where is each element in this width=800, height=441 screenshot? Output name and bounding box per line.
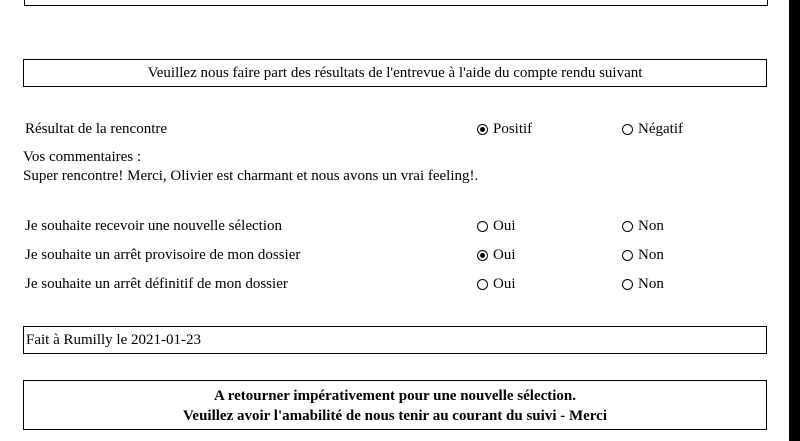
question-permanent-stop-no[interactable]: [622, 274, 664, 294]
footer-notice: [23, 380, 767, 430]
question-temporary-stop-label: Je souhaite un arrêt provisoire de mon dossier: [25, 247, 301, 263]
question-permanent-stop-no-radio[interactable]: [622, 279, 633, 290]
result-positive-label: Positif: [493, 121, 533, 137]
result-positive-option[interactable]: [477, 119, 532, 139]
intro-banner: [23, 59, 767, 87]
comments-text: Super rencontre! Merci, Olivier est charmant et nous avons un vrai feeling!.: [23, 168, 479, 184]
question-permanent-stop-no-label: Non: [638, 276, 664, 292]
question-permanent-stop-yes-label: Oui: [493, 276, 516, 292]
question-permanent-stop-yes-radio[interactable]: [477, 279, 488, 290]
question-new-selection-label: Je souhaite recevoir une nouvelle sélection: [25, 218, 282, 234]
question-temporary-stop-no[interactable]: [622, 245, 664, 265]
result-negative-option[interactable]: [622, 119, 683, 139]
question-temporary-stop-no-radio[interactable]: [622, 250, 633, 261]
footer-line-1: A retourner impérativement pour une nouvelle sélection.: [213, 388, 577, 404]
question-temporary-stop-no-label: Non: [638, 247, 664, 263]
question-new-selection-yes-label: Oui: [493, 218, 516, 234]
question-new-selection-no-radio[interactable]: [622, 221, 633, 232]
signature-box: [23, 326, 767, 354]
result-negative-radio[interactable]: [622, 124, 633, 135]
result-label: Résultat de la rencontre: [25, 121, 168, 137]
footer-line-2: Veuillez avoir l'amabilité de nous tenir au courant du suivi - Merci: [182, 408, 608, 424]
question-permanent-stop-label: Je souhaite un arrêt définitif de mon dossier: [25, 276, 288, 292]
comments-label: Vos commentaires :: [23, 149, 142, 165]
previous-section-box: [24, 0, 768, 6]
signature-text: Fait à Rumilly le 2021-01-23: [26, 332, 201, 348]
question-temporary-stop-yes[interactable]: [477, 245, 516, 265]
window-edge: [789, 0, 800, 441]
question-new-selection-yes[interactable]: [477, 216, 516, 236]
question-new-selection-yes-radio[interactable]: [477, 221, 488, 232]
question-new-selection-no-label: Non: [638, 218, 664, 234]
result-negative-label: Négatif: [638, 121, 683, 137]
question-temporary-stop-yes-radio[interactable]: [477, 250, 488, 261]
question-temporary-stop-yes-label: Oui: [493, 247, 516, 263]
intro-text: Veuillez nous faire part des résultats de l'entrevue à l'aide du compte rendu suivant: [147, 65, 643, 81]
question-new-selection-no[interactable]: [622, 216, 664, 236]
question-permanent-stop-yes[interactable]: [477, 274, 516, 294]
result-positive-radio[interactable]: [477, 124, 488, 135]
